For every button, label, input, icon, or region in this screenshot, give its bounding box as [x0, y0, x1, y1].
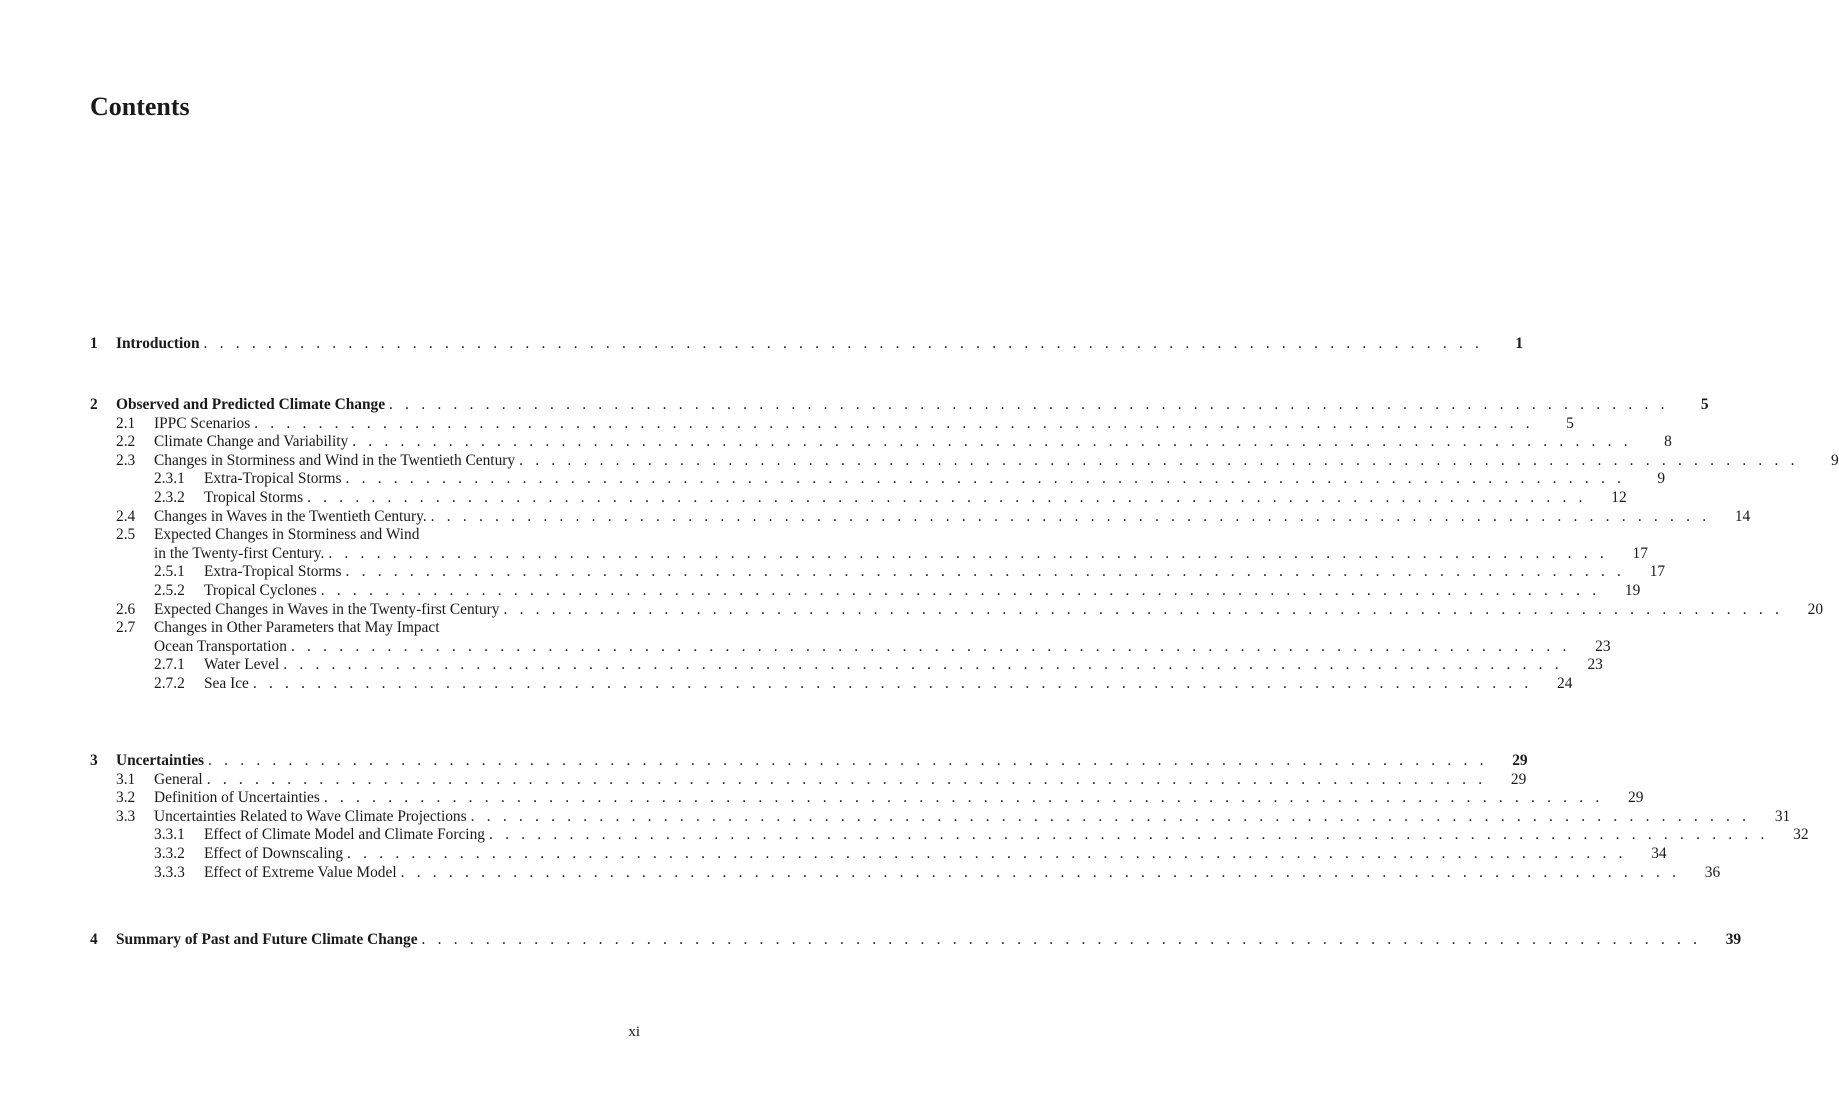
- toc-page-number: 24: [1557, 674, 1573, 692]
- toc-entry-number: 2: [90, 396, 98, 413]
- toc-entry-number: 2.7.1: [154, 656, 185, 674]
- dot-leader: . . . . . . . . . . . . . . . . . . . . . . . . . . . . . . . . . . . . . . . . . . . . . . . . . . . . . . . . . . . . . . . . . . . . . . . . . . . . . . . .: [503, 600, 1784, 618]
- toc-chapter-entry[interactable]: [90, 931, 1742, 950]
- toc-entry-continuation[interactable]: [90, 544, 1648, 564]
- toc-page-number: 17: [1632, 544, 1648, 562]
- toc-entry-title: Tropical Storms: [204, 488, 304, 506]
- toc-chapter-block: [90, 931, 1742, 950]
- toc-subsection-entry[interactable]: [90, 488, 1627, 508]
- toc-entry-continuation[interactable]: [90, 637, 1611, 657]
- toc-entry-number: 2.4: [116, 507, 136, 525]
- toc-subsection-entry[interactable]: [90, 581, 1641, 601]
- toc-section-entry[interactable]: [90, 526, 640, 545]
- toc-entry-number: 3: [90, 752, 98, 769]
- toc-entry-title: Sea Ice: [204, 674, 249, 692]
- toc-section-entry[interactable]: [90, 619, 640, 638]
- toc-entry-title: Expected Changes in Storminess and Wind: [154, 526, 420, 544]
- toc-subsection-entry[interactable]: [90, 674, 1573, 694]
- toc-entry-title: Changes in Storminess and Wind in the Twentieth Century: [154, 451, 516, 469]
- toc-entry-title-continued: in the Twenty-first Century.: [154, 544, 325, 562]
- toc-section-entry[interactable]: [90, 600, 1824, 620]
- toc-entry-number: 3.2: [116, 789, 136, 807]
- toc-page-number: 39: [1725, 931, 1742, 948]
- toc-page-number: 29: [1512, 752, 1528, 769]
- toc-entry-title: Introduction: [116, 335, 200, 352]
- toc-page-number: 12: [1611, 488, 1627, 506]
- toc-page-number: 23: [1587, 656, 1603, 674]
- toc-section-entry[interactable]: [90, 789, 1644, 808]
- dot-leader: . . . . . . . . . . . . . . . . . . . . . . . . . . . . . . . . . . . . . . . . . . . . . . . . . . . . . . . . . . . . . . . . . . . . . . . . . . . . . . . .: [290, 637, 1571, 655]
- toc-subsection-entry[interactable]: [90, 826, 1809, 845]
- dot-leader: . . . . . . . . . . . . . . . . . . . . . . . . . . . . . . . . . . . . . . . . . . . . . . . . . . . . . . . . . . . . . . . . . . . . . . . . . . . . . . . .: [430, 507, 1711, 525]
- toc-page-number: 23: [1595, 637, 1611, 655]
- toc-section-entry[interactable]: [90, 451, 1839, 471]
- toc-entry-number: 2.3.2: [154, 488, 185, 506]
- toc-section-entry[interactable]: [90, 770, 1527, 790]
- dot-leader: . . . . . . . . . . . . . . . . . . . . . . . . . . . . . . . . . . . . . . . . . . . . . . . . . . . . . . . . . . . . . . . . . . . . . . . . . . . . . . . .: [345, 563, 1626, 581]
- dot-leader: . . . . . . . . . . . . . . . . . . . . . . . . . . . . . . . . . . . . . . . . . . . . . . . . . . . . . . . . . . . . . . . . . . . . . . . . . . . . . . . .: [488, 826, 1769, 844]
- toc-page-number: 29: [1628, 789, 1644, 807]
- toc-page-number: 34: [1651, 844, 1667, 862]
- toc-entry-number: 4: [90, 931, 98, 948]
- toc-entry-title: Tropical Cyclones: [204, 581, 317, 599]
- toc-page-number: 29: [1510, 770, 1527, 788]
- dot-leader: . . . . . . . . . . . . . . . . . . . . . . . . . . . . . . . . . . . . . . . . . . . . . . . . . . . . . . . . . . . . . . . . . . . . . . . . . . . . . . . .: [345, 470, 1626, 488]
- toc-page-number: 36: [1704, 863, 1721, 881]
- dot-leader: . . . . . . . . . . . . . . . . . . . . . . . . . . . . . . . . . . . . . . . . . . . . . . . . . . . . . . . . . . . . . . . . . . . . . . . . . . . . . . . .: [400, 863, 1681, 881]
- toc-page-number: 20: [1807, 600, 1824, 618]
- toc-entry-number: 2.5.1: [154, 563, 185, 581]
- toc-entry-number: 2.3.1: [154, 470, 185, 488]
- toc-page-number: 8: [1664, 433, 1672, 451]
- toc-entry-number: 2.7.2: [154, 674, 185, 692]
- dot-leader: . . . . . . . . . . . . . . . . . . . . . . . . . . . . . . . . . . . . . . . . . . . . . . . . . . . . . . . . . . . . . . . . . . . . . . . . . . . . . . . .: [352, 433, 1632, 451]
- toc-entry-title: Uncertainties Related to Wave Climate Projections: [154, 807, 467, 825]
- toc-page-number: 17: [1649, 563, 1666, 581]
- toc-entry-number: 2.3: [116, 451, 136, 469]
- dot-leader: . . . . . . . . . . . . . . . . . . . . . . . . . . . . . . . . . . . . . . . . . . . . . . . . . . . . . . . . . . . . . . . . . . . . . . . . . . . . . . . .: [389, 396, 1669, 413]
- toc-entry-title: Effect of Extreme Value Model: [204, 863, 397, 881]
- toc-entry-title: Effect of Downscaling: [204, 844, 344, 862]
- toc-page-number: 9: [1830, 451, 1839, 469]
- toc-chapter-entry[interactable]: [90, 396, 1709, 415]
- toc-chapter-block: [90, 335, 1524, 354]
- dot-leader: . . . . . . . . . . . . . . . . . . . . . . . . . . . . . . . . . . . . . . . . . . . . . . . . . . . . . . . . . . . . . . . . . . . . . . . . . . . . . . . .: [323, 789, 1604, 807]
- toc-entry-title-continued: Ocean Transportation: [154, 637, 287, 655]
- toc-entry-number: 3.3.1: [154, 826, 185, 844]
- dot-leader: . . . . . . . . . . . . . . . . . . . . . . . . . . . . . . . . . . . . . . . . . . . . . . . . . . . . . . . . . . . . . . . . . . . . . . . . . . . . . . . .: [328, 544, 1608, 562]
- toc-page-number: 31: [1774, 807, 1791, 825]
- toc-entry-title: Summary of Past and Future Climate Change: [116, 931, 418, 948]
- toc-entry-number: 3.1: [116, 770, 136, 788]
- toc-section-entry[interactable]: [90, 414, 1574, 434]
- toc-section-entry[interactable]: [90, 807, 1791, 827]
- dot-leader: . . . . . . . . . . . . . . . . . . . . . . . . . . . . . . . . . . . . . . . . . . . . . . . . . . . . . . . . . . . . . . . . . . . . . . . . . . . . . . . .: [320, 581, 1601, 599]
- dot-leader: . . . . . . . . . . . . . . . . . . . . . . . . . . . . . . . . . . . . . . . . . . . . . . . . . . . . . . . . . . . . . . . . . . . . . . . . . . . . . . . .: [254, 414, 1534, 432]
- page-number: xi: [628, 1024, 640, 1040]
- toc-entry-number: 3.3.3: [154, 863, 185, 881]
- toc-entry-number: 3.3: [116, 807, 136, 825]
- dot-leader: . . . . . . . . . . . . . . . . . . . . . . . . . . . . . . . . . . . . . . . . . . . . . . . . . . . . . . . . . . . . . . . . . . . . . . . . . . . . . . . .: [307, 488, 1587, 506]
- toc-chapter-entry[interactable]: [90, 752, 1528, 771]
- dot-leader: . . . . . . . . . . . . . . . . . . . . . . . . . . . . . . . . . . . . . . . . . . . . . . . . . . . . . . . . . . . . . . . . . . . . . . . . . . . . . . . .: [252, 674, 1533, 692]
- toc-page-number: 19: [1624, 581, 1641, 599]
- toc-page-number: 32: [1793, 826, 1809, 844]
- toc-entry-title: Uncertainties: [116, 752, 205, 769]
- toc-chapter-entry[interactable]: [90, 335, 1524, 354]
- toc-entry-title: Extra-Tropical Storms: [204, 563, 342, 581]
- toc-entry-title: Changes in Other Parameters that May Impact: [154, 619, 440, 637]
- toc-entry-number: 2.1: [116, 414, 136, 432]
- toc-page-number: 9: [1657, 470, 1666, 488]
- toc-subsection-entry[interactable]: [90, 863, 1721, 883]
- toc-entry-number: 2.5.2: [154, 581, 185, 599]
- dot-leader: . . . . . . . . . . . . . . . . . . . . . . . . . . . . . . . . . . . . . . . . . . . . . . . . . . . . . . . . . . . . . . . . . . . . . . . . . . . . . . . .: [470, 807, 1751, 825]
- toc-page-number: 5: [1566, 414, 1574, 432]
- toc-entry-number: 1: [90, 335, 98, 352]
- dot-leader: . . . . . . . . . . . . . . . . . . . . . . . . . . . . . . . . . . . . . . . . . . . . . . . . . . . . . . . . . . . . . . . . . . . . . . . . . . . . . . . .: [421, 931, 1702, 948]
- toc-entry-number: 2.2: [116, 433, 136, 451]
- toc-section-entry[interactable]: [90, 433, 1672, 452]
- toc-entry-title: Effect of Climate Model and Climate Forcing: [204, 826, 485, 844]
- toc-chapter-block: [90, 396, 1839, 694]
- toc-subsection-entry[interactable]: [90, 563, 1666, 582]
- toc-page-number: 14: [1734, 507, 1751, 525]
- toc-entry-number: 2.5: [116, 526, 136, 544]
- toc-entry-number: 2.6: [116, 600, 136, 618]
- dot-leader: . . . . . . . . . . . . . . . . . . . . . . . . . . . . . . . . . . . . . . . . . . . . . . . . . . . . . . . . . . . . . . . . . . . . . . . . . . . . . . . .: [208, 752, 1488, 769]
- toc-entry-title: Extra-Tropical Storms: [204, 470, 342, 488]
- toc-page-number: 1: [1515, 335, 1524, 352]
- toc-subsection-entry[interactable]: [90, 470, 1666, 489]
- toc-subsection-entry[interactable]: [90, 844, 1667, 864]
- toc-page-number: 5: [1700, 396, 1709, 413]
- dot-leader: . . . . . . . . . . . . . . . . . . . . . . . . . . . . . . . . . . . . . . . . . . . . . . . . . . . . . . . . . . . . . . . . . . . . . . . . . . . . . . . .: [206, 770, 1487, 788]
- toc-entry-number: 3.3.2: [154, 844, 185, 862]
- toc-section-entry[interactable]: [90, 507, 1751, 527]
- toc-entry-title: General: [154, 770, 203, 788]
- toc-subsection-entry[interactable]: [90, 656, 1603, 675]
- toc-entry-title: Observed and Predicted Climate Change: [116, 396, 386, 413]
- toc-entry-title: IPPC Scenarios: [154, 414, 251, 432]
- dot-leader: . . . . . . . . . . . . . . . . . . . . . . . . . . . . . . . . . . . . . . . . . . . . . . . . . . . . . . . . . . . . . . . . . . . . . . . . . . . . . . . .: [519, 451, 1799, 469]
- toc-entry-title: Changes in Waves in the Twentieth Century.: [154, 507, 427, 525]
- page-title: Contents: [90, 92, 190, 121]
- dot-leader: . . . . . . . . . . . . . . . . . . . . . . . . . . . . . . . . . . . . . . . . . . . . . . . . . . . . . . . . . . . . . . . . . . . . . . . . . . . . . . . .: [347, 844, 1627, 862]
- toc-entry-title: Definition of Uncertainties: [154, 789, 320, 807]
- toc-entry-number: 2.7: [116, 619, 136, 637]
- dot-leader: . . . . . . . . . . . . . . . . . . . . . . . . . . . . . . . . . . . . . . . . . . . . . . . . . . . . . . . . . . . . . . . . . . . . . . . . . . . . . . . .: [203, 335, 1484, 352]
- toc-chapter-block: [90, 752, 1809, 882]
- toc-entry-title: Climate Change and Variability: [154, 433, 349, 451]
- dot-leader: . . . . . . . . . . . . . . . . . . . . . . . . . . . . . . . . . . . . . . . . . . . . . . . . . . . . . . . . . . . . . . . . . . . . . . . . . . . . . . . .: [283, 656, 1563, 674]
- toc-entry-title: Expected Changes in Waves in the Twenty-first Century: [154, 600, 500, 618]
- toc-entry-title: Water Level: [204, 656, 280, 674]
